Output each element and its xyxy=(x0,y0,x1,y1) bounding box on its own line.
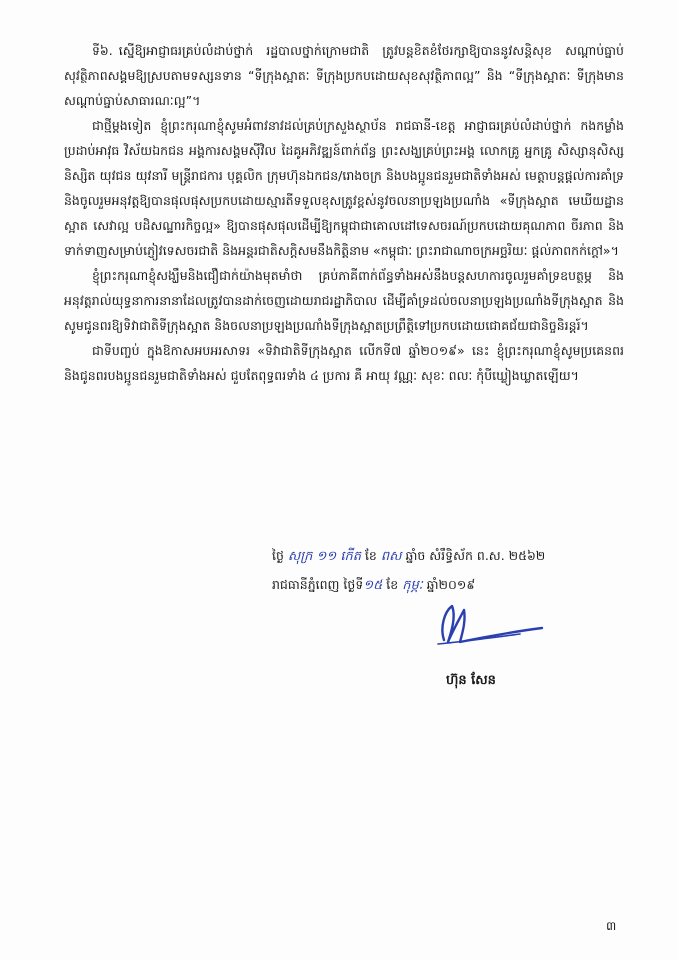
signature-mark xyxy=(430,598,550,658)
civil-day-handwritten: ១៥ xyxy=(363,578,383,593)
lunar-prefix: ថ្ងៃ xyxy=(272,548,284,563)
lunar-month-handwritten: ពស xyxy=(380,549,402,564)
civil-prefix: រាជធានីភ្នំពេញ ថ្ងៃទី xyxy=(272,577,364,592)
signer-name: ហ៊ុន សែន xyxy=(446,673,496,688)
paragraph-closing: ជាទីបញ្ចប់ ក្នុងឱកាសអបអរសាទរ «ទិវាជាតិទីក្រុងស្អាត លើកទី៧ ឆ្នាំ២០១៩» នេះ ខ្ញុំព្រះករុណាខ្ញុំសូមប្រគេនពរ និងជូនពរបងប្អូនជនរួមជាតិទាំងអស់ ជួបតែពុទ្ធពរទាំង ៤ ប្រការ គឺ អាយុ វណ្ណៈ សុខៈ ពលៈ កុំបីឃ្លៀងឃ្លាតឡើយ។ xyxy=(64,343,624,383)
lunar-date-line xyxy=(272,542,632,571)
item-6 xyxy=(64,38,624,113)
civil-date-line xyxy=(272,571,632,600)
paragraph-hope: ខ្ញុំព្រះករុណាខ្ញុំសង្ឃឹមនិងជឿជាក់យ៉ាងមុតមាំថា គ្រប់ភាគីពាក់ព័ន្ធទាំងអស់នឹងបន្តសហការចូលរួមគាំទ្រឧបត្ថម្ភ និងអនុវត្តរាល់យុទ្ធនាការនានាដែលត្រូវបានដាក់ចេញដោយរាជរដ្ឋាភិបាល ដើម្បីគាំទ្រដល់ចលនាប្រឡងប្រណាំងទីក្រុងស្អាត និងសូមជូនពរឱ្យទិវាជាតិទីក្រុងស្អាត និងចលនាប្រឡងប្រណាំងទីក្រុងស្អាតប្រព្រឹត្តិទៅប្រកបដោយជោគជ័យជានិច្ចនិរន្តរ៍។ xyxy=(64,268,624,333)
date-block xyxy=(272,542,632,600)
page-number: ៣ xyxy=(606,919,617,933)
civil-year: ឆ្នាំ២០១៩ xyxy=(426,577,476,592)
civil-month-label: ខែ xyxy=(386,577,399,592)
paragraph-appeal: ជាថ្មីម្តងទៀត ខ្ញុំព្រះករុណាខ្ញុំសូមអំពាវនាវដល់គ្រប់ក្រសួងស្ថាប័ន រាជធានី-ខេត្ត អាជ្ញាធរគ្រប់លំដាប់ថ្នាក់ កងកម្លាំងប្រដាប់អាវុធ វិស័យឯកជន អង្គការសង្គមស៊ីវិល ដៃគូអភិវឌ្ឍន៍ពាក់ព័ន្ធ ព្រះសង្ឃគ្រប់ព្រះអង្គ លោកគ្រូ អ្នកគ្រូ សិស្សានុសិស្ស និស្សិត យុវជន យុវនារី មន្ត្រីរាជការ បុគ្គលិក ក្រុមហ៊ុនឯកជន/រោងចក្រ និងបងប្អូនជនរួមជាតិទាំងអស់ មេត្តាបន្តផ្តល់ការគាំទ្រ និងចូលរួមអនុវត្តឱ្យបានផុលផុសប្រកបដោយស្មារតីទទួលខុសត្រូវខ្ពស់នូវចលនាប្រឡងប្រណាំង «ទីក្រុងស្អាត មេឃីយដ្ឋានស្អាត សេវាល្អ បដិសណ្ឋារកិច្ចល្អ» ឱ្យបានផុសផុលដើម្បីឱ្យកម្ពុជាជាគោលដៅទេសចរណ៍ប្រកបដោយគុណភាព ចីរភាព និងទាក់ទាញសម្រាប់ភ្ញៀវទេសចរជាតិ និងអន្តរជាតិសក្តិសមនឹងកិត្តិនាម «កម្ពុជាៈ ព្រះរាជាណាចក្រអច្ឆរិយៈ ផ្តល់ភាពកក់ក្តៅ»។ xyxy=(64,118,624,258)
item-6-text: ស្នើឱ្យអាជ្ញាធរគ្រប់លំដាប់ថ្នាក់ រដ្ឋបាលថ្នាក់ក្រោមជាតិ ត្រូវបន្តខិតខំថែរក្សាឱ្យបាននូវសន្តិសុខ សណ្តាប់ធ្នាប់ សុវត្ថិភាពសង្គមឱ្យស្របតាមទស្សនទាន “ទីក្រុងស្អាតៈ ទីក្រុងប្រកបដោយសុខសុវត្ថិភាពល្អ” និង “ទីក្រុងស្អាតៈ ទីក្រុងមានសណ្តាប់ធ្នាប់សាធារណៈល្អ”។ xyxy=(64,43,624,108)
lunar-day-handwritten: សុក្រ ១១ កើត xyxy=(287,549,361,564)
lunar-year: ឆ្នាំច សំរឹទ្ធិស័ក ព.ស. ២៥៦២ xyxy=(405,548,546,563)
civil-month-handwritten: កុម្ភៈ xyxy=(402,578,423,593)
lunar-month-label: ខែ xyxy=(364,548,377,563)
item-6-label: ទី៦. xyxy=(92,43,113,58)
document-body xyxy=(64,38,624,388)
